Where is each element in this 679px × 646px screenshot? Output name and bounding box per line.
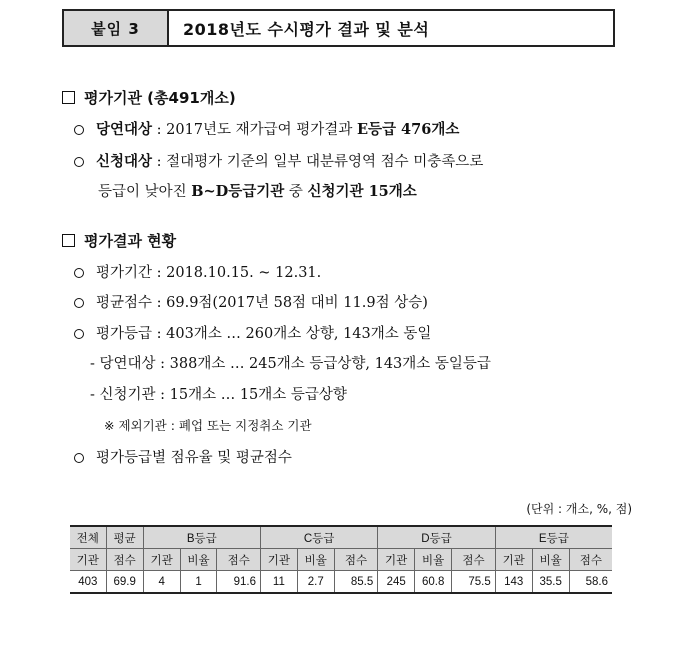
cell-c-count: 11: [260, 571, 297, 594]
cell-d-score: 75.5: [452, 571, 496, 594]
item-mandatory: 당연대상 : 2017년도 재가급여 평가결과 E등급 476개소: [74, 118, 459, 139]
header-total: 전체: [70, 526, 106, 549]
cell-e-ratio: 35.5: [532, 571, 569, 594]
cell-b-ratio: 1: [180, 571, 217, 594]
header-grade-e: E등급: [495, 526, 612, 549]
unit-label: (단위 : 개소, %, 점): [526, 502, 632, 516]
dash-mandatory: - 당연대상 : 388개소 … 245개소 등급상향, 143개소 동일등급: [90, 356, 491, 372]
item-applied-cont: 등급이 낮아진 B~D등급기관 중 신청기관 15개소: [98, 183, 417, 200]
sub-score: 점수: [452, 549, 496, 571]
section-title: 평가결과 현황: [84, 232, 177, 250]
table-row: [70, 571, 612, 594]
grade-table: [70, 525, 612, 594]
cell-b-count: 4: [143, 571, 180, 594]
circle-bullet-icon: [74, 157, 84, 167]
item-average: 평균점수 : 69.9점(2017년 58점 대비 11.9점 상승): [74, 291, 428, 312]
sub-score: 점수: [569, 549, 612, 571]
cell-c-ratio: 2.7: [297, 571, 334, 594]
circle-bullet-icon: [74, 268, 84, 278]
section-results: [62, 230, 176, 251]
section-institutions: [62, 87, 236, 108]
checkbox-square-icon: [62, 234, 75, 247]
sub-count: 기관: [495, 549, 532, 571]
header-grade-b: B등급: [143, 526, 260, 549]
checkbox-square-icon: [62, 91, 75, 104]
sub-ratio: 비율: [297, 549, 334, 571]
sub-ratio: 비율: [532, 549, 569, 571]
header-average: 평균: [106, 526, 143, 549]
header-grade-d: D등급: [378, 526, 496, 549]
exclusion-note: ※ 제외기관 : 폐업 또는 지정취소 기관: [104, 418, 312, 433]
item-share: 평가등급별 점유율 및 평균점수: [74, 446, 292, 467]
circle-bullet-icon: [74, 453, 84, 463]
sub-count: 기관: [378, 549, 415, 571]
circle-bullet-icon: [74, 125, 84, 135]
table-subheader-row: [70, 549, 612, 571]
header-grade-c: C등급: [260, 526, 377, 549]
cell-e-score: 58.6: [569, 571, 612, 594]
sub-count: 기관: [260, 549, 297, 571]
sub-ratio: 비율: [180, 549, 217, 571]
header-average-2: 점수: [106, 549, 143, 571]
sub-ratio: 비율: [415, 549, 452, 571]
table-header-row: [70, 526, 612, 549]
item-applied: 신청대상 : 절대평가 기준의 일부 대분류영역 점수 미충족으로: [74, 150, 483, 171]
title-box: [62, 9, 615, 47]
cell-b-score: 91.6: [217, 571, 261, 594]
document-title: 2018년도 수시평가 결과 및 분석: [183, 19, 430, 39]
cell-d-count: 245: [378, 571, 415, 594]
attachment-tag: 붙임 3: [64, 11, 169, 45]
item-period: 평가기간 : 2018.10.15. ~ 12.31.: [74, 261, 321, 282]
cell-average: 69.9: [106, 571, 143, 594]
cell-e-count: 143: [495, 571, 532, 594]
header-total-2: 기관: [70, 549, 106, 571]
section-title: 평가기관 (총491개소): [84, 89, 236, 107]
sub-score: 점수: [334, 549, 378, 571]
sub-score: 점수: [217, 549, 261, 571]
circle-bullet-icon: [74, 298, 84, 308]
dash-applied: - 신청기관 : 15개소 … 15개소 등급상향: [90, 387, 347, 403]
cell-d-ratio: 60.8: [415, 571, 452, 594]
circle-bullet-icon: [74, 329, 84, 339]
cell-c-score: 85.5: [334, 571, 378, 594]
sub-count: 기관: [143, 549, 180, 571]
cell-total: 403: [70, 571, 106, 594]
item-grade: 평가등급 : 403개소 … 260개소 상향, 143개소 동일: [74, 322, 431, 343]
